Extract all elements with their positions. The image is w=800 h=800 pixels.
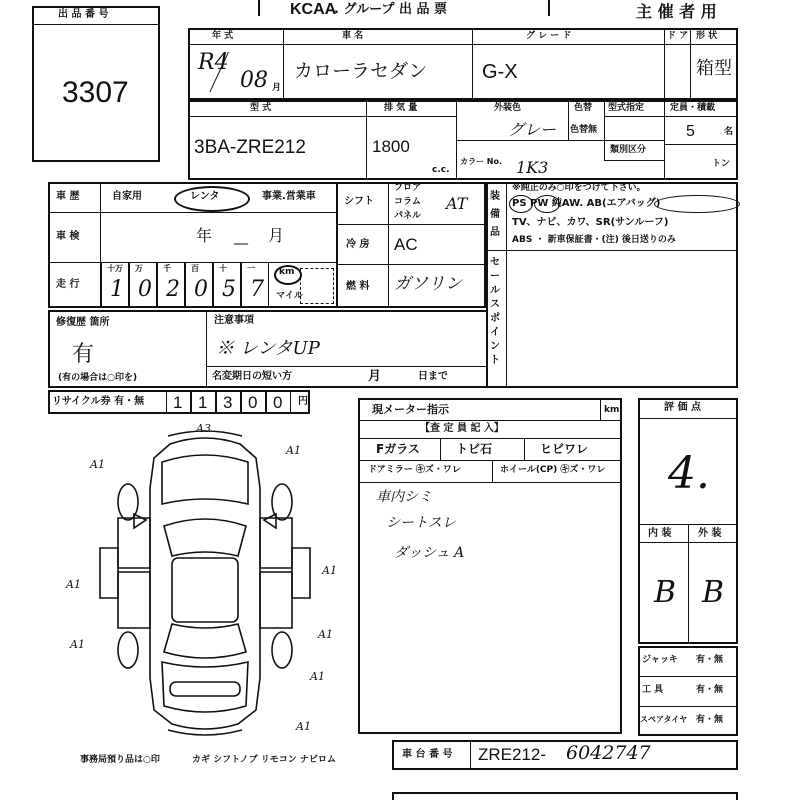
- mileage-digit: 0: [194, 277, 208, 302]
- mileage-place-label: 十: [219, 264, 227, 273]
- color-no-label: カラー No.: [460, 157, 503, 166]
- chassis-label: 車 台 番 号: [402, 749, 453, 760]
- mileage-place-label: 百: [191, 264, 199, 273]
- handwritten-note-2: シートスレ: [386, 515, 456, 531]
- repair-note: (有の場合は○印を): [58, 373, 138, 383]
- equipment-line-2: TV、ナビ、カワ、SR(サンルーフ): [512, 217, 669, 228]
- equipment-line-1: PS PW 純AW. AB(エアバッグ): [512, 198, 661, 209]
- recycle-digit: 1: [198, 393, 208, 412]
- notes-value: ※ レンタUP: [216, 338, 320, 359]
- score-label: 評 価 点: [664, 402, 701, 413]
- damage-mark: A1: [296, 720, 311, 733]
- shift-value: AT: [446, 194, 468, 213]
- lot-number: 3307: [62, 76, 129, 109]
- sales-point-label: セ ー ル ス ポ イ ン ト: [490, 257, 500, 366]
- recycle-label: リサイクル券 有・無: [52, 396, 145, 407]
- door-label: ド ア: [667, 31, 689, 41]
- recycle-digit: 0: [248, 393, 258, 412]
- shift-option-panel: パネル: [394, 211, 422, 221]
- office-note: 事務局預り品は○印: [80, 755, 160, 765]
- model-value: 3BA-ZRE212: [194, 137, 306, 158]
- interior-value: B: [654, 575, 677, 610]
- mileage-cell: [213, 263, 241, 308]
- history-option-private: 自家用: [112, 191, 142, 202]
- damage-mark: A1: [90, 458, 105, 471]
- mileage-place-label: 一: [247, 264, 255, 273]
- handwritten-note-3: ダッシュ A: [394, 545, 465, 561]
- recycle-digit-cell: [191, 390, 216, 414]
- mileage-digit: 5: [222, 277, 236, 302]
- recycle-digit: 1: [173, 393, 183, 412]
- mileage-unit-km: km: [279, 267, 295, 277]
- pw-circle: [534, 195, 560, 213]
- mileage-cell: [157, 263, 185, 308]
- ps-circle: [509, 195, 533, 213]
- equipment-line-3: ABS ・ 新車保証書・(注) 後日送りのみ: [512, 235, 676, 245]
- notes-label: 注意事項: [214, 315, 254, 326]
- inspection-year: 年: [196, 226, 213, 245]
- mileage-cell: [129, 263, 157, 308]
- shift-option-column: コラム: [394, 197, 421, 207]
- car-name-value: カローラセダン: [294, 60, 428, 82]
- damage-mark: A1: [286, 444, 301, 457]
- car-damage-diagram: [60, 418, 350, 748]
- name-change-label: 名変期日の短い方: [212, 371, 292, 382]
- meter-unit: km: [604, 405, 620, 415]
- month-unit: 月: [272, 83, 282, 93]
- crack-label: ヒビワレ: [540, 442, 589, 456]
- year-label: 年 式: [212, 31, 234, 41]
- persons-unit: 名: [724, 127, 734, 137]
- model-label: 型 式: [250, 103, 272, 113]
- car-history-label: 車 歴: [56, 191, 80, 202]
- grade-label: グ レ ー ド: [526, 31, 572, 41]
- mileage-cell: [185, 263, 213, 308]
- jack-label: ジャッキ: [642, 655, 678, 665]
- cc-label: c.c.: [432, 165, 450, 175]
- vehicle-info-table: [188, 28, 738, 100]
- kcaa-logo: KCAA: [290, 1, 337, 18]
- displacement-value: 1800: [372, 137, 410, 156]
- car-name-label: 車 名: [342, 31, 364, 41]
- bottom-table-edge: [392, 792, 738, 800]
- report-label: 【査 定 員 記 入】: [420, 423, 504, 434]
- f-glass-label: Fガラス: [376, 442, 420, 456]
- mileage-stamp-box: [300, 268, 334, 304]
- lot-number-label: 出 品 番 号: [58, 9, 109, 20]
- form-title: . グループ 出 品 票: [334, 2, 448, 17]
- damage-mark: A1: [310, 670, 325, 683]
- history-option-business: 事業.営業車: [262, 191, 316, 202]
- class-label: 類別区分: [610, 145, 647, 155]
- displacement-label: 排 気 量: [384, 103, 418, 113]
- chassis-prefix: ZRE212-: [478, 745, 547, 764]
- name-change-month: 月: [368, 369, 382, 384]
- inspection-label: 車 検: [56, 231, 80, 242]
- host-copy-label: 主 催 者 用: [636, 2, 717, 21]
- interior-label: 内 装: [648, 528, 672, 539]
- chip-label: トビ石: [456, 442, 493, 456]
- exterior-label: 外 装: [698, 528, 722, 539]
- mileage-digit: 0: [138, 277, 152, 302]
- history-option-rental: レンタ: [190, 191, 220, 202]
- handwritten-note-1: 車内シミ: [376, 489, 432, 505]
- shift-label: シフト: [344, 196, 374, 207]
- recycle-digit-cell: [166, 390, 191, 414]
- repair-label: 修復歴 箇所: [56, 317, 110, 328]
- jack-value: 有・無: [696, 655, 724, 665]
- damage-mark: A1: [70, 638, 85, 651]
- spare-label: スペアタイヤ: [640, 715, 688, 724]
- airbag-circle: [654, 195, 740, 213]
- grade-value: G-X: [482, 61, 518, 83]
- wheel-label: ホイール(CP) ㋖ズ・ワレ: [500, 465, 606, 475]
- repair-value: 有: [72, 342, 95, 367]
- mileage-digit: 7: [250, 277, 264, 302]
- inspection-blank: __: [234, 229, 248, 245]
- chassis-number: 6042747: [566, 742, 651, 764]
- ac-value: AC: [394, 235, 418, 254]
- name-change-day: 日まで: [418, 371, 448, 382]
- shift-option-floor: フロア: [394, 183, 422, 193]
- tools-value: 有・無: [696, 685, 724, 695]
- capacity-value: 5: [686, 123, 695, 140]
- mileage-unit-mile: マイル: [276, 291, 303, 301]
- mileage-place-label: 千: [163, 264, 171, 273]
- inspection-month: 月: [268, 226, 285, 245]
- month-value: 08: [240, 68, 268, 93]
- equipment-note: ※純正のみ○印をつけて下さい。: [512, 183, 646, 193]
- tools-label: 工 具: [642, 685, 664, 695]
- meter-label: 現メーター指示: [372, 403, 449, 416]
- recycle-unit: 円: [298, 396, 308, 407]
- spare-value: 有・無: [696, 715, 724, 725]
- mileage-digit: 1: [110, 277, 124, 302]
- recycle-digit-cell: [216, 390, 241, 414]
- year-value: R4: [198, 50, 229, 75]
- model-spec-label: 型式指定: [608, 103, 645, 113]
- mileage-place-label: 万: [135, 264, 143, 273]
- capacity-label: 定員・積載: [670, 103, 716, 113]
- color-value: グレー: [508, 120, 557, 139]
- recycle-digit: 3: [223, 393, 233, 412]
- fuel-value: ガソリン: [394, 274, 462, 294]
- damage-mark: A1: [322, 564, 337, 577]
- mileage-cell: [241, 263, 269, 308]
- tons-unit: トン: [712, 159, 731, 169]
- mileage-label: 走 行: [56, 279, 80, 290]
- color-no-value: 1K3: [516, 158, 549, 177]
- color-label: 外装色: [494, 103, 522, 113]
- score-value: 4.: [668, 448, 710, 499]
- mileage-place-label: 十万: [107, 264, 123, 273]
- recycle-digit-cell: [266, 390, 291, 414]
- mileage-digit: 2: [166, 277, 180, 302]
- damage-mark: A1: [66, 578, 81, 591]
- door-mirror-label: ドアミラー ㋖ズ・ワレ: [368, 465, 461, 475]
- color-change-label: 色替: [574, 103, 593, 113]
- shape-value: 箱型: [696, 58, 732, 79]
- mileage-cell: [101, 263, 129, 308]
- exterior-value: B: [702, 575, 725, 610]
- recycle-digit-cell: [241, 390, 266, 414]
- ac-label: 冷 房: [346, 239, 370, 250]
- office-items: カギ シフトノブ リモコン ナビロム: [192, 755, 336, 765]
- recycle-digit: 0: [273, 393, 283, 412]
- shape-label: 形 状: [696, 31, 718, 41]
- damage-mark: A3: [196, 422, 211, 435]
- color-change-none-label: 色替無: [570, 125, 598, 135]
- damage-mark: A1: [318, 628, 333, 641]
- equipment-label: 装 備 品: [490, 191, 500, 238]
- rental-selected-circle: [174, 186, 250, 212]
- fuel-label: 燃 料: [346, 281, 370, 292]
